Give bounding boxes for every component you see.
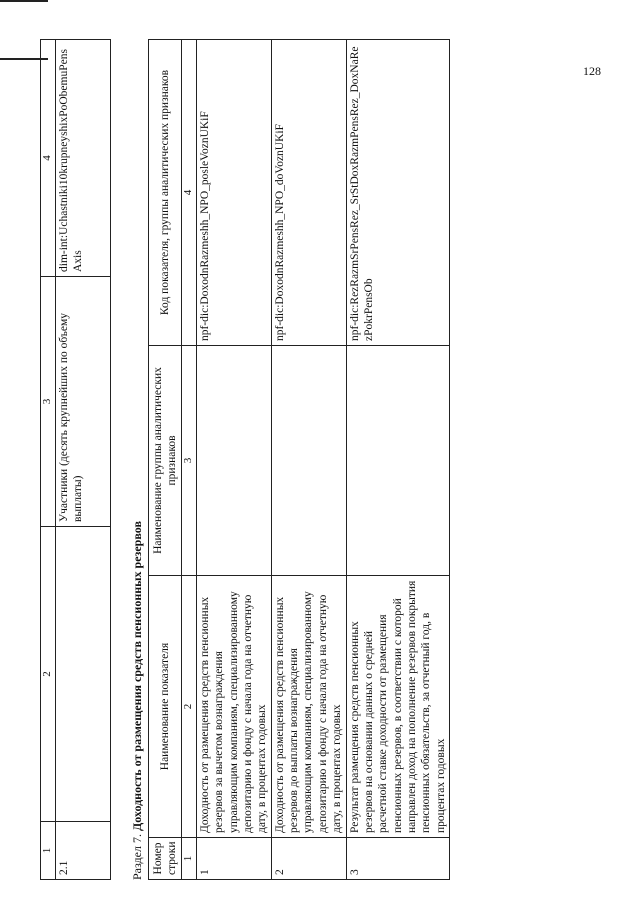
row-name: Доходность от размещения средств пенсионных резервов за вычетом вознаграждения управляющим компаниям, специализированному депозитарию и фонду с начала года на отчетную дату, в процентах годовых xyxy=(196,576,271,838)
section-title xyxy=(130,521,145,880)
column-numbers-row xyxy=(41,40,56,880)
row-number: 2 xyxy=(271,838,346,880)
row-code: npf-dic:RezRazmSrPensRez_SrStDoxRazmPensRez_DoxNaRezPokrPensOb xyxy=(346,40,450,346)
column-number: 3 xyxy=(182,346,197,576)
row-number: 2.1 xyxy=(55,822,110,880)
row-group: Участники (десять крупнейших по объему выплаты) xyxy=(55,277,110,527)
row-group xyxy=(346,346,450,576)
page-number: 128 xyxy=(583,64,601,78)
table-row xyxy=(346,40,450,880)
scan-edge-mark xyxy=(0,0,48,2)
row-code: npf-dic:DoxodnRazmeshh_NPO_doVoznUKiF xyxy=(271,40,346,346)
header-cell: Наименование группы аналитических признаков xyxy=(149,346,182,576)
row-number: 3 xyxy=(346,838,450,880)
column-numbers-row xyxy=(182,40,197,880)
header-row xyxy=(149,40,182,880)
row-code: npf-dic:DoxodnRazmeshh_NPO_posleVoznUKiF xyxy=(196,40,271,346)
row-name xyxy=(55,527,110,822)
section7-table xyxy=(148,39,450,880)
section-title-bold: Доходность от размещения средств пенсионных резервов xyxy=(130,521,144,832)
column-number: 2 xyxy=(41,527,56,822)
column-number: 4 xyxy=(41,40,56,277)
section-title-prefix: Раздел 7. xyxy=(130,831,144,880)
row-name: Результат размещения средств пенсионных резервов на основании данных о средней расчетной ставке доходности от размещения пенсионных резервов, в соответствии с которой направлен доход на пополнение резервов покрытия пенсионных обязательств, за отчетный год, в процентах годовых xyxy=(346,576,450,838)
table-row xyxy=(271,40,346,880)
rotated-page xyxy=(40,40,450,880)
continued-table xyxy=(40,39,111,880)
row-code: dim-int:Uchastniki10krupneyshixPoObemuPensAxis xyxy=(55,40,110,277)
column-number: 1 xyxy=(41,822,56,880)
row-group xyxy=(271,346,346,576)
column-number: 1 xyxy=(182,838,197,880)
row-group xyxy=(196,346,271,576)
header-cell: Код показателя, группы аналитических признаков xyxy=(149,40,182,346)
table-row xyxy=(55,40,110,880)
column-number: 3 xyxy=(41,277,56,527)
row-name: Доходность от размещения средств пенсионных резервов до выплаты вознаграждения управляющим компаниям, специализированному депозитарию и фонду с начала года на отчетную дату, в процентах годовых xyxy=(271,576,346,838)
column-number: 2 xyxy=(182,576,197,838)
table-row xyxy=(196,40,271,880)
header-cell: Наименование показателя xyxy=(149,576,182,838)
header-cell: Номер строки xyxy=(149,838,182,880)
column-number: 4 xyxy=(182,40,197,346)
row-number: 1 xyxy=(196,838,271,880)
